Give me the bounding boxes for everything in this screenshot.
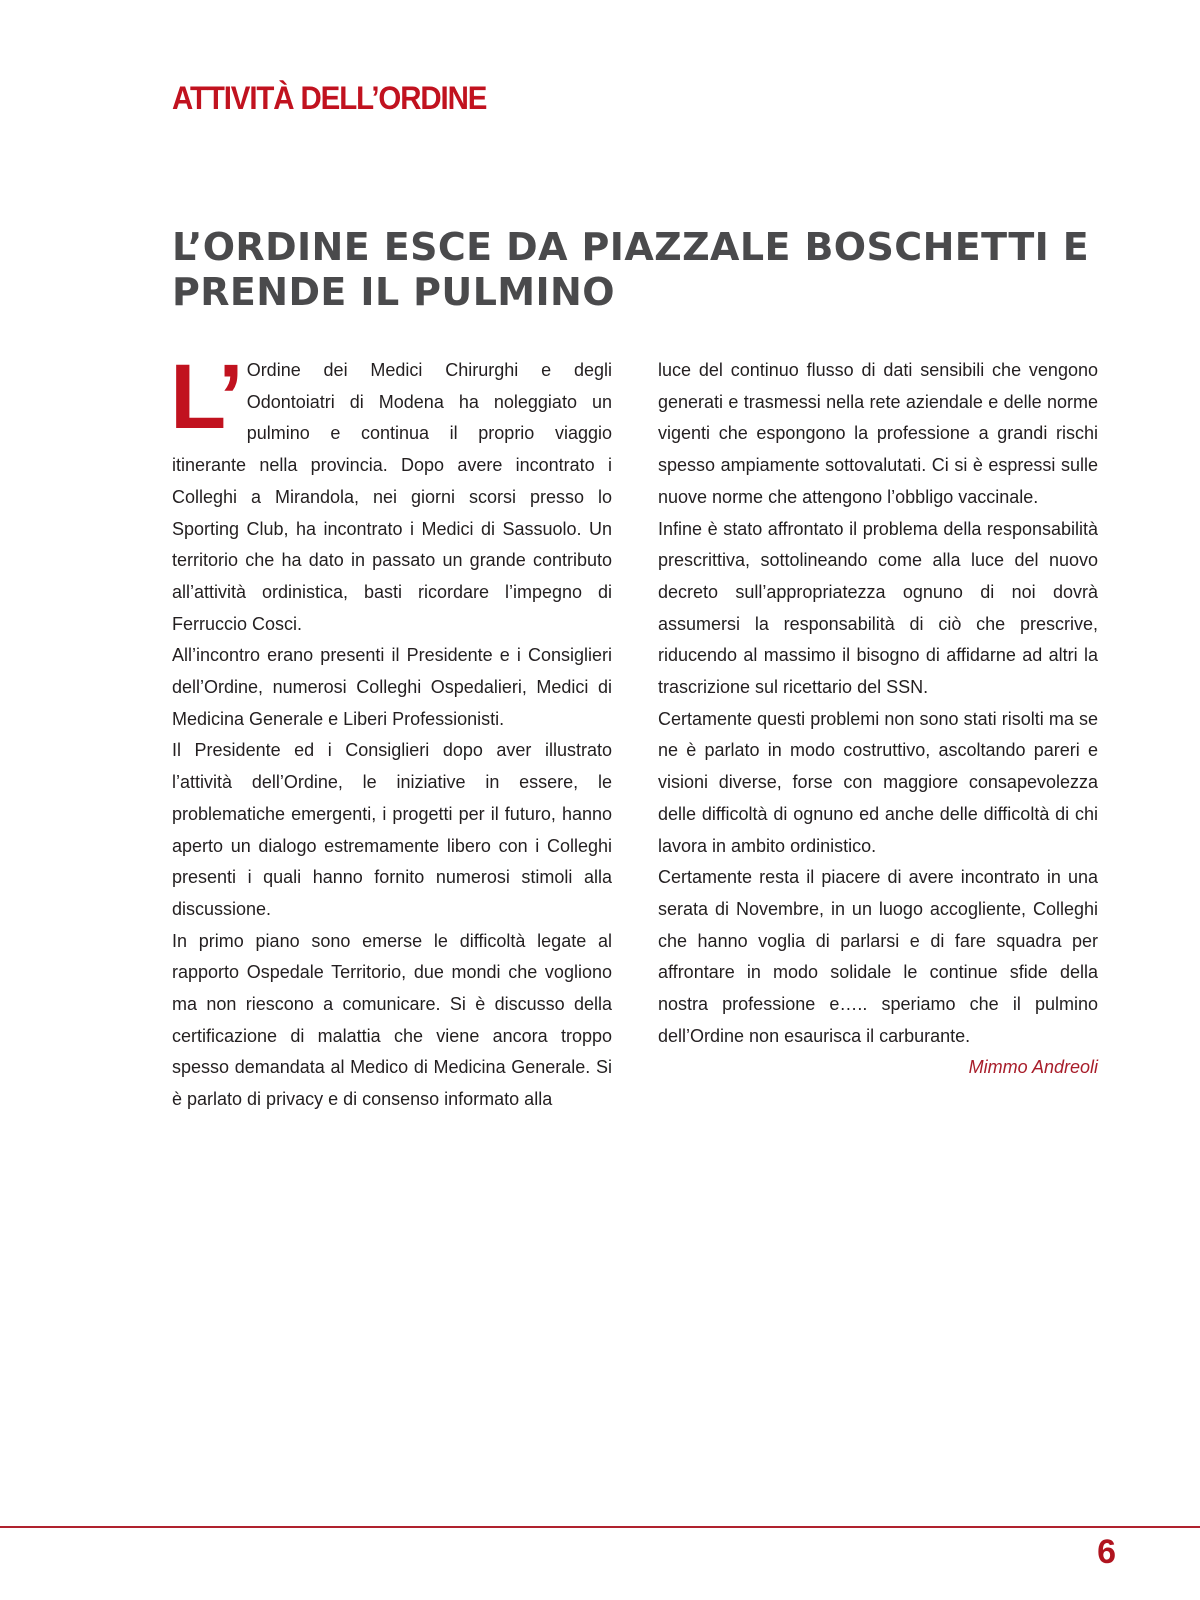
article-paragraph: luce del continuo flusso di dati sensibili che vengono generati e trasmessi nella rete aziendale e delle norme vigenti che espongono la professione a grandi rischi spesso ampiamente sottovalutati. Ci si è espressi sulle nuove norme che attengono l’obbligo vaccinale. (658, 360, 1098, 507)
page-number: 6 (1097, 1533, 1116, 1571)
article-paragraph: All’incontro erano presenti il Presidente e i Consiglieri dell’Ordine, numerosi Colleghi Ospedalieri, Medici di Medicina Generale e Liberi Professionisti. (172, 645, 612, 729)
article-paragraph: Certamente questi problemi non sono stati risolti ma se ne è parlato in modo costruttivo, ascoltando pareri e visioni diverse, forse con maggiore consapevolezza delle difficoltà di ognuno ed anche delle difficoltà di chi lavora in ambito ordinistico. (658, 708, 1098, 856)
article-paragraph: In primo piano sono emerse le difficoltà legate al rapporto Ospedale Territorio, due mondi che vogliono ma non riescono a comunicare. Si è discusso della certificazione di malattia che viene ancora troppo spesso demandata al Medico di Medicina Generale. Si è parlato di privacy e di consenso informato alla (172, 930, 612, 1110)
article-paragraph: Il Presidente ed i Consiglieri dopo aver illustrato l’attività dell’Ordine, le iniziative in essere, le problematiche emergenti, i progetti per il futuro, hanno aperto un dialogo estremamente libero con i Colleghi presenti i quali hanno fornito numerosi stimoli alla discussione. (172, 740, 612, 919)
article-paragraph-text: Ordine dei Medici Chirurghi e degli Odontoiatri di Modena ha noleggiato un pulmino e continua il proprio viaggio itinerante nella provincia. Dopo avere incontrato i Colleghi a Mirandola, nei giorni scorsi presso lo Sporting Club, ha incontrato i Medici di Sassuolo. Un territorio che ha dato in passato un grande contributo all’attività ordinistica, basti ricordare l’impegno di Ferruccio Cosci. (172, 360, 612, 634)
author-signature: Mimmo Andreoli (968, 1057, 1098, 1078)
article-column-left (170, 346, 612, 1116)
footer-divider (0, 1526, 1200, 1528)
article-paragraph (170, 346, 612, 640)
article-paragraph: Infine è stato affrontato il problema della responsabilità prescrittiva, sottolineando come alla luce del nuovo decreto sull’appropriatezza ognuno di noi dovrà assumersi la responsabilità di ciò che prescrive, riducendo al massimo il bisogno di affidarne ad altri la trascrizione sul ricettario del SSN. (658, 518, 1098, 698)
article-paragraph: Certamente resta il piacere di avere incontrato in una serata di Novembre, in un luogo accogliente, Colleghi che hanno voglia di parlarsi e di fare squadra per affrontare in modo solidale le continue sfide della nostra professione e….. speriamo che il pulmino dell’Ordine non esaurisca il carburante. (658, 867, 1098, 1046)
article-title-line: PRENDE IL PULMINO (172, 270, 615, 314)
article-title-line: L’ORDINE ESCE DA PIAZZALE BOSCHETTI E (172, 225, 1090, 269)
section-label: ATTIVITÀ DELL’ORDINE (172, 80, 487, 116)
article-column-right (658, 355, 1098, 1084)
drop-cap: L’ (170, 346, 241, 448)
article-title (172, 225, 1112, 315)
